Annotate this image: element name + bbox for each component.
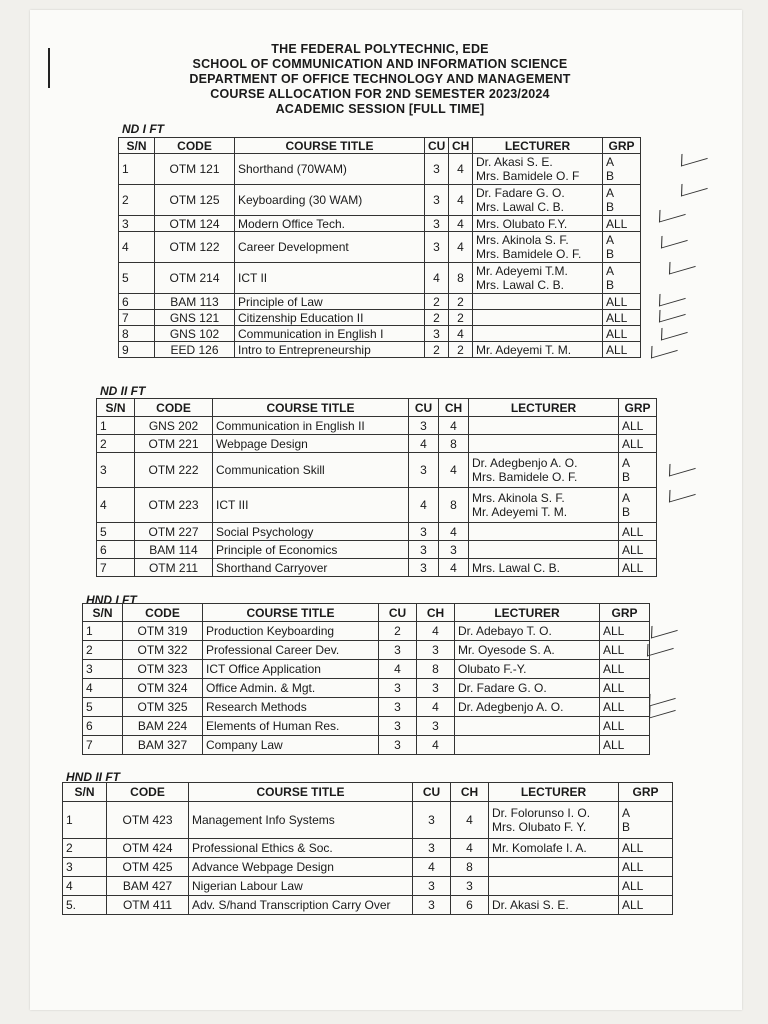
cell-ch: 4 <box>439 453 469 488</box>
cell-code: GNS 202 <box>135 417 213 435</box>
allocation-title: COURSE ALLOCATION FOR 2ND SEMESTER 2023/2024 <box>210 87 550 101</box>
cell-course-title: Communication Skill <box>213 453 409 488</box>
table-header-row <box>97 399 657 417</box>
cell-ch: 3 <box>417 679 455 698</box>
column-header-lecturer: LECTURER <box>455 604 600 622</box>
cell-sn: 3 <box>97 453 135 488</box>
cell-cu: 3 <box>379 736 417 755</box>
cell-code: OTM 222 <box>135 453 213 488</box>
cell-lecturer <box>473 310 603 326</box>
table-row <box>119 185 641 216</box>
cell-cu: 2 <box>425 310 449 326</box>
cell-cu: 3 <box>379 698 417 717</box>
cell-cu: 3 <box>409 453 439 488</box>
cell-sn: 3 <box>83 660 123 679</box>
cell-course-title: Management Info Systems <box>189 802 413 839</box>
cell-ch: 4 <box>417 736 455 755</box>
table-row <box>83 660 650 679</box>
column-header-ch: CH <box>451 783 489 802</box>
cell-grp: ALL <box>600 660 650 679</box>
cell-sn: 1 <box>83 622 123 641</box>
table-row <box>83 641 650 660</box>
session-title: ACADEMIC SESSION [FULL TIME] <box>275 102 485 116</box>
cell-code: OTM 124 <box>155 216 235 232</box>
cell-lecturer <box>469 541 619 559</box>
cell-sn: 4 <box>97 488 135 523</box>
cell-lecturer <box>455 736 600 755</box>
cell-cu: 3 <box>409 523 439 541</box>
cell-course-title: Career Development <box>235 232 425 263</box>
cell-sn: 6 <box>97 541 135 559</box>
cell-grp: ALL <box>600 736 650 755</box>
cell-sn: 7 <box>119 310 155 326</box>
cell-cu: 4 <box>413 858 451 877</box>
cell-lecturer: Dr. Adegbenjo A. O. <box>455 698 600 717</box>
table-row <box>119 232 641 263</box>
cell-ch: 4 <box>417 622 455 641</box>
cell-grp: A B <box>603 263 641 294</box>
cell-grp: ALL <box>619 839 673 858</box>
cell-sn: 7 <box>83 736 123 755</box>
cell-course-title: Professional Ethics & Soc. <box>189 839 413 858</box>
table-header-row <box>83 604 650 622</box>
cell-grp: A B <box>619 488 657 523</box>
cell-cu: 3 <box>425 216 449 232</box>
cell-code: BAM 327 <box>123 736 203 755</box>
table-header-row <box>63 783 673 802</box>
cell-lecturer: Dr. Akasi S. E. <box>489 896 619 915</box>
cell-code: OTM 121 <box>155 154 235 185</box>
cell-cu: 3 <box>425 326 449 342</box>
cell-cu: 3 <box>425 154 449 185</box>
cell-grp: ALL <box>600 717 650 736</box>
column-header-sn: S/N <box>119 138 155 154</box>
cell-lecturer <box>469 435 619 453</box>
cell-ch: 2 <box>449 310 473 326</box>
allocation-table <box>118 137 641 358</box>
cell-grp: ALL <box>619 896 673 915</box>
column-header-title: COURSE TITLE <box>213 399 409 417</box>
cell-code: OTM 425 <box>107 858 189 877</box>
cell-course-title: Shorthand (70WAM) <box>235 154 425 185</box>
column-header-cu: CU <box>409 399 439 417</box>
cell-ch: 2 <box>449 342 473 358</box>
cell-cu: 3 <box>413 839 451 858</box>
cell-code: BAM 114 <box>135 541 213 559</box>
cell-cu: 3 <box>409 541 439 559</box>
cell-ch: 4 <box>449 232 473 263</box>
document-header <box>120 42 640 117</box>
table-row <box>83 679 650 698</box>
allocation-table <box>96 398 657 577</box>
column-header-lecturer: LECTURER <box>469 399 619 417</box>
cell-lecturer <box>469 417 619 435</box>
cell-code: OTM 227 <box>135 523 213 541</box>
table-row <box>119 342 641 358</box>
cell-grp: ALL <box>603 216 641 232</box>
cell-course-title: Advance Webpage Design <box>189 858 413 877</box>
table-row <box>97 559 657 577</box>
cell-ch: 4 <box>449 326 473 342</box>
table-row <box>83 622 650 641</box>
column-header-grp: GRP <box>600 604 650 622</box>
cell-cu: 3 <box>413 802 451 839</box>
cell-grp: ALL <box>619 858 673 877</box>
column-header-title: COURSE TITLE <box>189 783 413 802</box>
cell-code: OTM 322 <box>123 641 203 660</box>
cell-course-title: ICT III <box>213 488 409 523</box>
cell-lecturer: Olubato F.-Y. <box>455 660 600 679</box>
cell-lecturer: Dr. Akasi S. E. Mrs. Bamidele O. F <box>473 154 603 185</box>
column-header-grp: GRP <box>619 399 657 417</box>
cell-code: OTM 319 <box>123 622 203 641</box>
cell-lecturer: Mr. Adeyemi T. M. <box>473 342 603 358</box>
cell-ch: 4 <box>449 216 473 232</box>
cell-grp: ALL <box>619 541 657 559</box>
cell-lecturer: Dr. Adebayo T. O. <box>455 622 600 641</box>
cell-code: BAM 427 <box>107 877 189 896</box>
column-header-lecturer: LECTURER <box>489 783 619 802</box>
cell-code: GNS 102 <box>155 326 235 342</box>
cell-cu: 3 <box>379 641 417 660</box>
cell-cu: 4 <box>425 263 449 294</box>
cell-grp: A B <box>603 232 641 263</box>
cell-sn: 5. <box>63 896 107 915</box>
cell-course-title: Modern Office Tech. <box>235 216 425 232</box>
cell-lecturer <box>455 717 600 736</box>
cell-course-title: Professional Career Dev. <box>203 641 379 660</box>
cell-cu: 2 <box>379 622 417 641</box>
allocation-table <box>62 782 673 915</box>
cell-sn: 3 <box>119 216 155 232</box>
column-header-ch: CH <box>449 138 473 154</box>
cell-sn: 4 <box>63 877 107 896</box>
school-name: SCHOOL OF COMMUNICATION AND INFORMATION SCIENCE <box>192 57 568 71</box>
cell-code: OTM 211 <box>135 559 213 577</box>
cell-grp: ALL <box>603 342 641 358</box>
cell-code: OTM 323 <box>123 660 203 679</box>
institution-name: THE FEDERAL POLYTECHNIC, EDE <box>271 42 489 56</box>
cell-ch: 6 <box>451 896 489 915</box>
cell-lecturer: Mr. Adeyemi T.M. Mrs. Lawal C. B. <box>473 263 603 294</box>
cell-course-title: ICT Office Application <box>203 660 379 679</box>
cell-cu: 2 <box>425 294 449 310</box>
cell-sn: 8 <box>119 326 155 342</box>
cell-cu: 4 <box>409 488 439 523</box>
table-row <box>83 698 650 717</box>
cell-cu: 4 <box>379 660 417 679</box>
cell-course-title: Principle of Economics <box>213 541 409 559</box>
column-header-code: CODE <box>123 604 203 622</box>
cell-code: BAM 113 <box>155 294 235 310</box>
column-header-sn: S/N <box>83 604 123 622</box>
cell-course-title: Company Law <box>203 736 379 755</box>
cell-course-title: Social Psychology <box>213 523 409 541</box>
cell-lecturer: Mrs. Akinola S. F. Mr. Adeyemi T. M. <box>469 488 619 523</box>
cell-grp: ALL <box>600 698 650 717</box>
cell-sn: 2 <box>97 435 135 453</box>
cell-sn: 5 <box>83 698 123 717</box>
cell-sn: 2 <box>83 641 123 660</box>
cell-code: OTM 324 <box>123 679 203 698</box>
table-row <box>83 717 650 736</box>
cell-lecturer: Mrs. Olubato F.Y. <box>473 216 603 232</box>
table-row <box>63 877 673 896</box>
cell-lecturer <box>473 294 603 310</box>
table-row <box>119 310 641 326</box>
cell-course-title: Shorthand Carryover <box>213 559 409 577</box>
table-row <box>119 294 641 310</box>
table-row <box>119 326 641 342</box>
cell-code: OTM 424 <box>107 839 189 858</box>
cell-ch: 8 <box>451 858 489 877</box>
cell-course-title: Production Keyboarding <box>203 622 379 641</box>
section-label: HND II FT <box>66 770 120 784</box>
cell-ch: 4 <box>439 559 469 577</box>
column-header-ch: CH <box>439 399 469 417</box>
column-header-cu: CU <box>425 138 449 154</box>
cell-cu: 4 <box>409 435 439 453</box>
cell-lecturer <box>473 326 603 342</box>
cell-course-title: Keyboarding (30 WAM) <box>235 185 425 216</box>
cell-ch: 3 <box>439 541 469 559</box>
cell-ch: 3 <box>417 641 455 660</box>
cell-cu: 3 <box>379 717 417 736</box>
cell-grp: A B <box>603 154 641 185</box>
table-row <box>119 154 641 185</box>
cell-code: EED 126 <box>155 342 235 358</box>
cell-lecturer: Dr. Adegbenjo A. O. Mrs. Bamidele O. F. <box>469 453 619 488</box>
cell-sn: 2 <box>63 839 107 858</box>
cell-sn: 4 <box>83 679 123 698</box>
cell-sn: 5 <box>119 263 155 294</box>
cell-course-title: Research Methods <box>203 698 379 717</box>
cell-lecturer <box>469 523 619 541</box>
table-row <box>97 488 657 523</box>
column-header-title: COURSE TITLE <box>235 138 425 154</box>
cell-code: OTM 221 <box>135 435 213 453</box>
cell-cu: 3 <box>413 896 451 915</box>
cell-grp: ALL <box>603 294 641 310</box>
cell-course-title: Communication in English II <box>213 417 409 435</box>
cell-lecturer: Mrs. Lawal C. B. <box>469 559 619 577</box>
cell-cu: 3 <box>425 185 449 216</box>
cell-sn: 2 <box>119 185 155 216</box>
column-header-ch: CH <box>417 604 455 622</box>
table-row <box>63 802 673 839</box>
cell-grp: ALL <box>600 622 650 641</box>
cell-ch: 3 <box>417 717 455 736</box>
cell-course-title: Webpage Design <box>213 435 409 453</box>
cell-lecturer: Dr. Folorunso I. O. Mrs. Olubato F. Y. <box>489 802 619 839</box>
cell-grp: A B <box>619 453 657 488</box>
cell-course-title: Principle of Law <box>235 294 425 310</box>
cell-course-title: Office Admin. & Mgt. <box>203 679 379 698</box>
column-header-sn: S/N <box>97 399 135 417</box>
cell-sn: 1 <box>63 802 107 839</box>
cell-lecturer: Mrs. Akinola S. F. Mrs. Bamidele O. F. <box>473 232 603 263</box>
column-header-code: CODE <box>155 138 235 154</box>
cell-grp: ALL <box>603 326 641 342</box>
cell-ch: 4 <box>451 802 489 839</box>
cell-ch: 8 <box>449 263 473 294</box>
table-row <box>63 839 673 858</box>
cell-code: OTM 125 <box>155 185 235 216</box>
table-header-row <box>119 138 641 154</box>
margin-pen-mark <box>48 48 50 88</box>
cell-code: GNS 121 <box>155 310 235 326</box>
cell-code: OTM 214 <box>155 263 235 294</box>
cell-cu: 3 <box>425 232 449 263</box>
cell-course-title: Intro to Entrepreneurship <box>235 342 425 358</box>
cell-course-title: Communication in English I <box>235 326 425 342</box>
cell-ch: 4 <box>449 154 473 185</box>
cell-grp: ALL <box>619 435 657 453</box>
column-header-grp: GRP <box>619 783 673 802</box>
column-header-code: CODE <box>107 783 189 802</box>
allocation-table <box>82 603 650 755</box>
column-header-sn: S/N <box>63 783 107 802</box>
cell-grp: ALL <box>619 559 657 577</box>
column-header-code: CODE <box>135 399 213 417</box>
cell-sn: 7 <box>97 559 135 577</box>
cell-grp: ALL <box>619 417 657 435</box>
column-header-cu: CU <box>413 783 451 802</box>
cell-cu: 3 <box>409 417 439 435</box>
cell-ch: 4 <box>451 839 489 858</box>
department-name: DEPARTMENT OF OFFICE TECHNOLOGY AND MANAGEMENT <box>189 72 571 86</box>
table-row <box>97 435 657 453</box>
cell-lecturer: Dr. Fadare G. O. Mrs. Lawal C. B. <box>473 185 603 216</box>
cell-ch: 4 <box>439 523 469 541</box>
cell-grp: ALL <box>600 641 650 660</box>
cell-course-title: Adv. S/hand Transcription Carry Over <box>189 896 413 915</box>
cell-cu: 3 <box>409 559 439 577</box>
cell-grp: ALL <box>600 679 650 698</box>
cell-grp: A B <box>603 185 641 216</box>
cell-sn: 6 <box>83 717 123 736</box>
cell-course-title: Nigerian Labour Law <box>189 877 413 896</box>
cell-sn: 5 <box>97 523 135 541</box>
cell-lecturer: Mr. Komolafe I. A. <box>489 839 619 858</box>
column-header-cu: CU <box>379 604 417 622</box>
cell-cu: 3 <box>379 679 417 698</box>
cell-code: BAM 224 <box>123 717 203 736</box>
section-label: ND I FT <box>122 122 164 136</box>
cell-ch: 4 <box>449 185 473 216</box>
cell-cu: 2 <box>425 342 449 358</box>
table-row <box>83 736 650 755</box>
table-row <box>97 541 657 559</box>
column-header-title: COURSE TITLE <box>203 604 379 622</box>
table-row <box>63 858 673 877</box>
cell-grp: ALL <box>619 523 657 541</box>
table-row <box>97 417 657 435</box>
cell-code: OTM 423 <box>107 802 189 839</box>
cell-code: OTM 223 <box>135 488 213 523</box>
cell-lecturer <box>489 858 619 877</box>
cell-lecturer: Dr. Fadare G. O. <box>455 679 600 698</box>
section-label: HND I FT <box>86 593 137 607</box>
column-header-grp: GRP <box>603 138 641 154</box>
table-row <box>97 453 657 488</box>
cell-grp: A B <box>619 802 673 839</box>
cell-sn: 9 <box>119 342 155 358</box>
cell-ch: 4 <box>439 417 469 435</box>
cell-cu: 3 <box>413 877 451 896</box>
cell-sn: 6 <box>119 294 155 310</box>
cell-code: OTM 411 <box>107 896 189 915</box>
cell-sn: 1 <box>119 154 155 185</box>
cell-ch: 4 <box>417 698 455 717</box>
cell-code: OTM 122 <box>155 232 235 263</box>
cell-sn: 4 <box>119 232 155 263</box>
cell-sn: 3 <box>63 858 107 877</box>
cell-ch: 3 <box>451 877 489 896</box>
cell-ch: 2 <box>449 294 473 310</box>
cell-sn: 1 <box>97 417 135 435</box>
table-row <box>63 896 673 915</box>
cell-lecturer <box>489 877 619 896</box>
cell-course-title: ICT II <box>235 263 425 294</box>
table-row <box>97 523 657 541</box>
column-header-lecturer: LECTURER <box>473 138 603 154</box>
cell-code: OTM 325 <box>123 698 203 717</box>
table-row <box>119 263 641 294</box>
cell-ch: 8 <box>439 488 469 523</box>
cell-ch: 8 <box>417 660 455 679</box>
cell-ch: 8 <box>439 435 469 453</box>
cell-grp: ALL <box>603 310 641 326</box>
cell-course-title: Citizenship Education II <box>235 310 425 326</box>
table-row <box>119 216 641 232</box>
section-label: ND II FT <box>100 384 146 398</box>
cell-grp: ALL <box>619 877 673 896</box>
cell-lecturer: Mr. Oyesode S. A. <box>455 641 600 660</box>
cell-course-title: Elements of Human Res. <box>203 717 379 736</box>
